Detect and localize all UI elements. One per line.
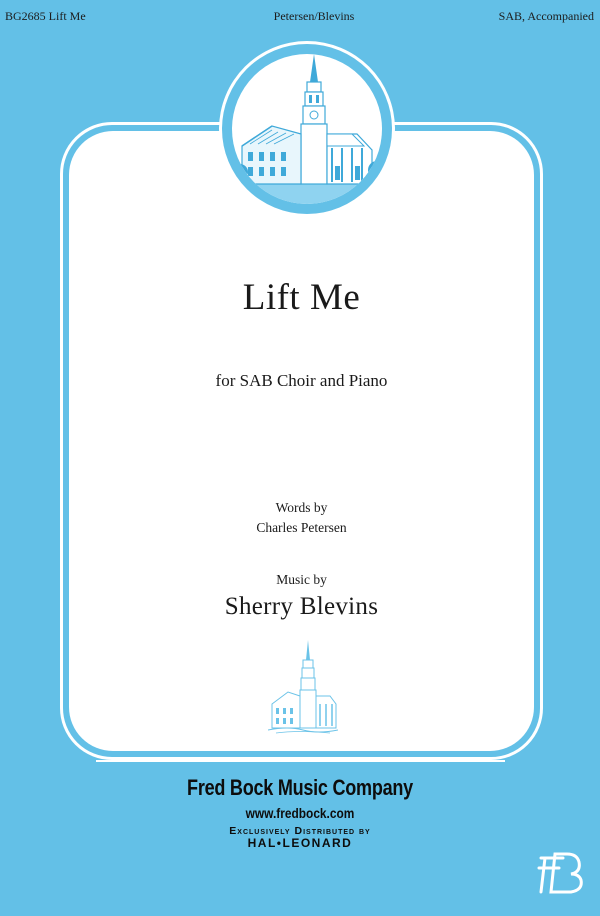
subtitle: for SAB Choir and Piano	[215, 371, 388, 390]
divider	[96, 760, 505, 762]
distribution-note: Exclusively Distributed by	[229, 825, 371, 837]
small-church-illustration	[268, 640, 338, 741]
header-catalog: BG2685 Lift Me	[5, 9, 86, 23]
music-label: Music by	[276, 572, 327, 587]
publisher-website: www.fredbock.com	[245, 805, 355, 821]
church-illustration	[232, 54, 382, 204]
header-voicing: SAB, Accompanied	[498, 9, 594, 23]
lyricist: Charles Petersen	[256, 520, 347, 535]
distributor-name: HAL•LEONARD	[247, 836, 353, 850]
words-label: Words by	[275, 500, 328, 515]
title: Lift Me	[242, 277, 361, 318]
header-authors: Petersen/Blevins	[273, 9, 355, 23]
publisher-name: Fred Bock Music Company	[187, 775, 413, 800]
composer: Sherry Blevins	[224, 593, 379, 620]
fred-bock-logo-icon	[537, 848, 589, 903]
